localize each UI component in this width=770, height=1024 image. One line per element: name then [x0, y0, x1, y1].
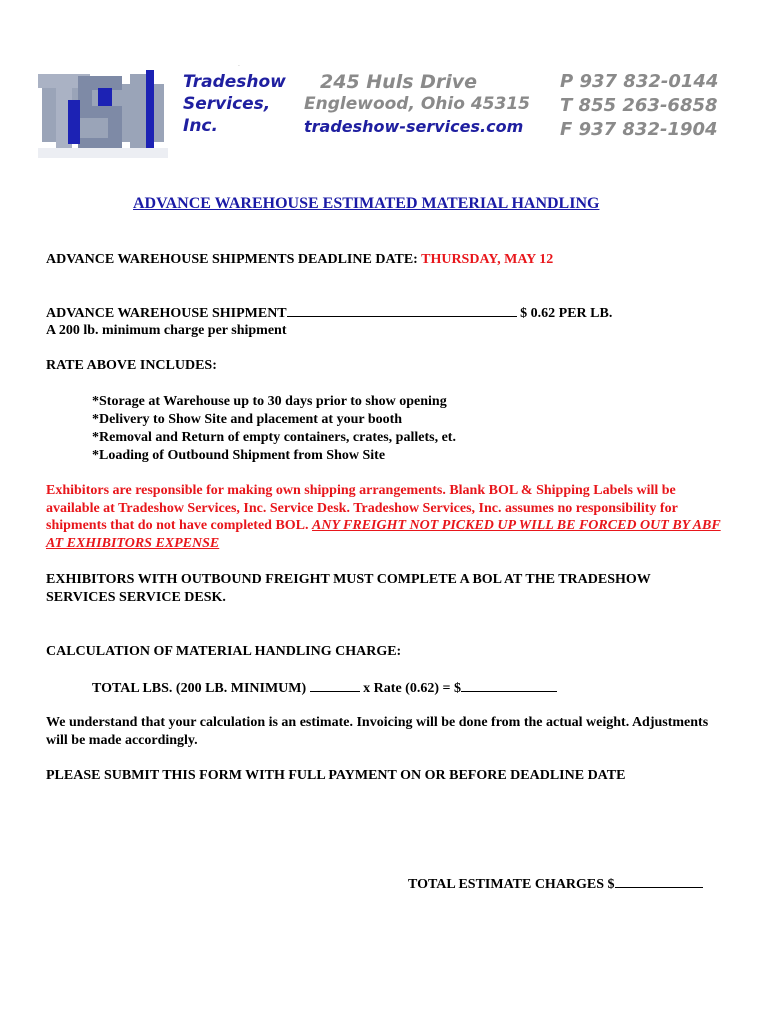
shipping-notice-emphasis: ANY FREIGHT NOT PICKED UP WILL BE FORCED OUT BY ABF AT EXHIBITORS EXPENSE — [46, 518, 721, 551]
includes-item: *Loading of Outbound Shipment from Show Site — [92, 448, 386, 463]
includes-item: *Removal and Return of empty containers, crates, pallets, et. — [92, 430, 456, 445]
tollfree-number: T 855 263-6858 — [560, 95, 718, 116]
deadline-date: THURSDAY, MAY 12 — [421, 252, 554, 267]
calculation-heading: CALCULATION OF MATERIAL HANDLING CHARGE: — [46, 644, 402, 659]
shipping-notice-text: Exhibitors are responsible for making own shipping arrangements. Blank BOL & Shipping Labels will be available at Tradeshow Services, Inc. Service Desk. Tradeshow Services, Inc. assumes no responsibility for shipments that do not have completed BOL. — [46, 483, 678, 533]
deadline-label: ADVANCE WAREHOUSE SHIPMENTS DEADLINE DATE: — [46, 252, 418, 267]
submit-note: PLEASE SUBMIT THIS FORM WITH FULL PAYMENT ON OR BEFORE DEADLINE DATE — [46, 768, 626, 783]
shipping-notice — [46, 482, 722, 552]
includes-item: *Delivery to Show Site and placement at your booth — [92, 412, 403, 427]
calculation-line — [92, 679, 557, 698]
fax-number: F 937 832-1904 — [560, 119, 718, 140]
subtotal-field[interactable] — [461, 679, 557, 692]
svg-text:TSI: TSI — [238, 66, 240, 67]
deadline-line — [46, 251, 553, 269]
outbound-notice: EXHIBITORS WITH OUTBOUND FREIGHT MUST COMPLETE A BOL AT THE TRADESHOW SERVICES SERVICE DESK. — [46, 572, 651, 605]
company-name-line2: Services, — [183, 94, 271, 114]
company-name-line3: Inc. — [183, 116, 218, 136]
shipment-rate-line — [46, 304, 612, 323]
total-line — [408, 875, 703, 894]
shipment-blank-field[interactable] — [287, 304, 517, 317]
total-label: TOTAL ESTIMATE CHARGES $ — [408, 877, 615, 892]
phone-number: P 937 832-0144 — [560, 71, 719, 92]
page-title: ADVANCE WAREHOUSE ESTIMATED MATERIAL HANDLING — [133, 195, 600, 212]
shipment-label: ADVANCE WAREHOUSE SHIPMENT — [46, 306, 287, 321]
estimate-note: We understand that your calculation is an estimate. Invoicing will be done from the actual weight. Adjustments will be made accordingly. — [46, 715, 709, 748]
rate-label: x Rate (0.62) = $ — [363, 681, 461, 696]
address-line2: Englewood, Ohio 45315 — [304, 94, 530, 114]
total-lbs-field[interactable] — [310, 679, 360, 692]
shipment-minimum: A 200 lb. minimum charge per shipment — [46, 323, 287, 338]
website-link[interactable]: tradeshow-services.com — [304, 117, 524, 136]
total-charges-field[interactable] — [615, 875, 703, 888]
address-line1: 245 Huls Drive — [320, 71, 478, 93]
includes-heading: RATE ABOVE INCLUDES: — [46, 358, 217, 373]
shipment-rate: $ 0.62 PER LB. — [520, 306, 613, 321]
company-name-line1: Tradeshow — [183, 72, 286, 92]
includes-item: *Storage at Warehouse up to 30 days prior to show opening — [92, 394, 447, 409]
total-lbs-label: TOTAL LBS. (200 LB. MINIMUM) — [92, 681, 307, 696]
